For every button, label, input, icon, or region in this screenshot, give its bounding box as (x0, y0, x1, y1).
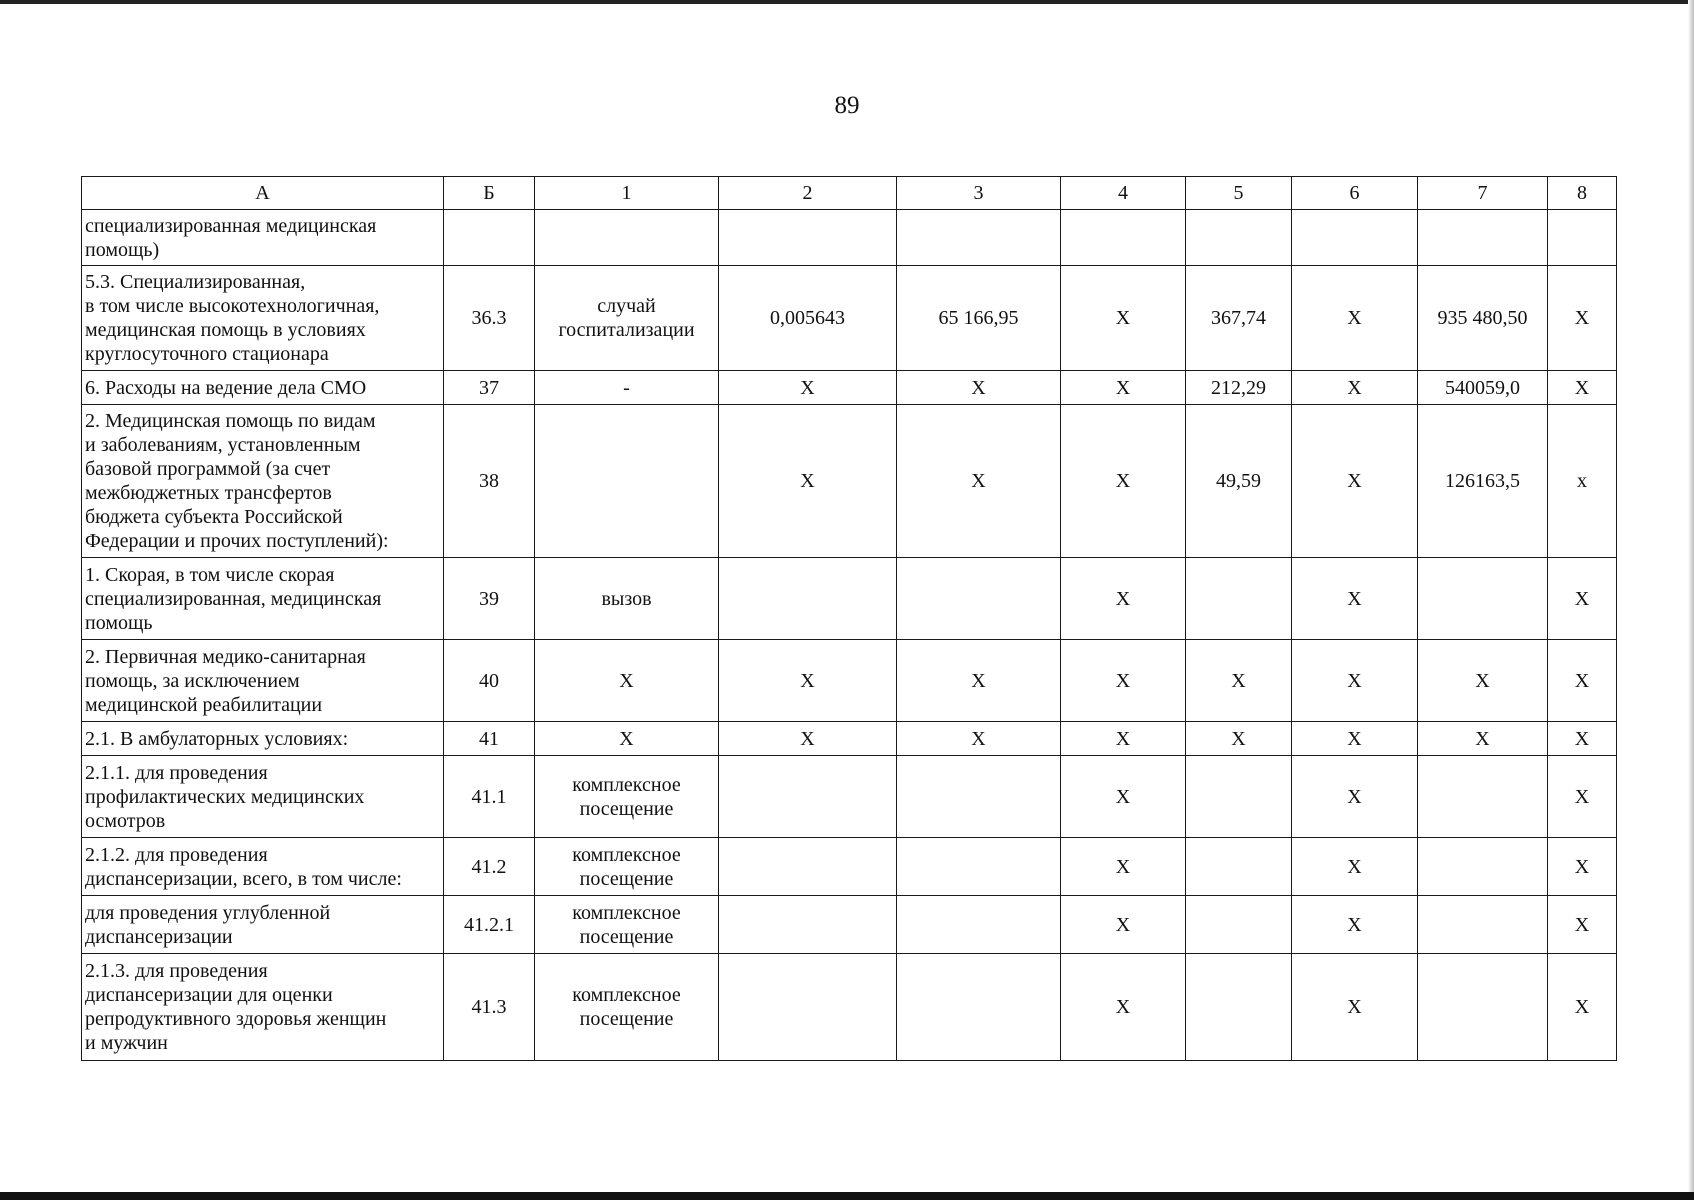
row-name-cell: 5.3. Специализированная, в том числе высокотехнологичная, медицинская помощь в условиях круглосуточного стационара (82, 266, 444, 371)
value-cell (719, 838, 897, 896)
row-code-cell: 41.2 (444, 838, 535, 896)
unit-cell: комплексное посещение (535, 896, 719, 954)
value-cell: X (1292, 371, 1418, 405)
row-code-cell: 41.3 (444, 954, 535, 1061)
value-cell: X (1061, 640, 1186, 722)
value-cell: X (719, 722, 897, 756)
row-name-cell: 2.1.3. для проведения диспансеризации для оценки репродуктивного здоровья женщин и мужчин (82, 954, 444, 1061)
table-row (82, 838, 1617, 896)
value-cell (1292, 210, 1418, 266)
data-table (81, 176, 1617, 1061)
row-name-cell: 2.1.2. для проведения диспансеризации, всего, в том числе: (82, 838, 444, 896)
value-cell: X (1061, 371, 1186, 405)
value-cell: X (1292, 266, 1418, 371)
column-header: 8 (1548, 177, 1617, 210)
table-row (82, 640, 1617, 722)
value-cell (1186, 756, 1292, 838)
value-cell: X (1548, 954, 1617, 1061)
value-cell: X (1061, 558, 1186, 640)
value-cell (1186, 838, 1292, 896)
value-cell: X (1061, 722, 1186, 756)
value-cell (1418, 558, 1548, 640)
value-cell: 126163,5 (1418, 405, 1548, 558)
value-cell: X (1548, 838, 1617, 896)
scan-right-edge (1688, 0, 1694, 1200)
value-cell: X (1548, 896, 1617, 954)
row-name-cell: специализированная медицинская помощь) (82, 210, 444, 266)
row-code-cell: 41.2.1 (444, 896, 535, 954)
value-cell: X (1548, 722, 1617, 756)
value-cell (897, 954, 1061, 1061)
unit-cell: случай госпитализации (535, 266, 719, 371)
row-code-cell: 40 (444, 640, 535, 722)
value-cell: X (1292, 896, 1418, 954)
scan-top-edge (0, 0, 1694, 4)
value-cell: X (1418, 640, 1548, 722)
value-cell: X (897, 405, 1061, 558)
value-cell: X (719, 371, 897, 405)
value-cell (1418, 756, 1548, 838)
table-row (82, 896, 1617, 954)
unit-cell: вызов (535, 558, 719, 640)
row-name-cell: 6. Расходы на ведение дела СМО (82, 371, 444, 405)
value-cell: X (1548, 371, 1617, 405)
scan-bottom-edge (0, 1192, 1694, 1200)
row-code-cell: 36.3 (444, 266, 535, 371)
value-cell: 0,005643 (719, 266, 897, 371)
value-cell: X (1061, 838, 1186, 896)
value-cell (1186, 896, 1292, 954)
value-cell (1186, 954, 1292, 1061)
value-cell: 367,74 (1186, 266, 1292, 371)
value-cell: X (897, 371, 1061, 405)
table-row (82, 210, 1617, 266)
value-cell (897, 838, 1061, 896)
value-cell: X (1061, 756, 1186, 838)
column-header: 6 (1292, 177, 1418, 210)
unit-cell: комплексное посещение (535, 756, 719, 838)
value-cell: X (1548, 266, 1617, 371)
value-cell (719, 756, 897, 838)
row-name-cell: 2.1. В амбулаторных условиях: (82, 722, 444, 756)
row-code-cell: 41.1 (444, 756, 535, 838)
column-header: 5 (1186, 177, 1292, 210)
value-cell: X (1548, 756, 1617, 838)
value-cell: X (1292, 640, 1418, 722)
row-code-cell (444, 210, 535, 266)
value-cell: X (1292, 558, 1418, 640)
value-cell: X (1186, 722, 1292, 756)
value-cell: 212,29 (1186, 371, 1292, 405)
row-code-cell: 39 (444, 558, 535, 640)
unit-cell: X (535, 722, 719, 756)
unit-cell: комплексное посещение (535, 838, 719, 896)
column-header: 2 (719, 177, 897, 210)
value-cell: X (719, 405, 897, 558)
value-cell: X (1548, 558, 1617, 640)
value-cell (1418, 838, 1548, 896)
column-header: 4 (1061, 177, 1186, 210)
value-cell (719, 954, 897, 1061)
value-cell: 540059,0 (1418, 371, 1548, 405)
value-cell (1186, 558, 1292, 640)
column-header: Б (444, 177, 535, 210)
value-cell: X (1061, 266, 1186, 371)
value-cell: X (1061, 405, 1186, 558)
table-row (82, 558, 1617, 640)
page-number: 89 (834, 92, 860, 119)
unit-cell (535, 405, 719, 558)
value-cell: X (1292, 838, 1418, 896)
value-cell (897, 756, 1061, 838)
value-cell (897, 558, 1061, 640)
unit-cell: комплексное посещение (535, 954, 719, 1061)
value-cell (1418, 954, 1548, 1061)
value-cell (1186, 210, 1292, 266)
value-cell (1061, 210, 1186, 266)
value-cell: X (1061, 954, 1186, 1061)
column-header: 3 (897, 177, 1061, 210)
value-cell: X (1292, 756, 1418, 838)
row-code-cell: 41 (444, 722, 535, 756)
table-row (82, 405, 1617, 558)
value-cell (719, 558, 897, 640)
row-name-cell: 1. Скорая, в том числе скорая специализированная, медицинская помощь (82, 558, 444, 640)
value-cell (719, 210, 897, 266)
row-code-cell: 38 (444, 405, 535, 558)
table-row (82, 756, 1617, 838)
value-cell: X (897, 722, 1061, 756)
row-name-cell: для проведения углубленной диспансеризации (82, 896, 444, 954)
value-cell: x (1548, 405, 1617, 558)
value-cell (1418, 896, 1548, 954)
table-row (82, 371, 1617, 405)
value-cell (1418, 210, 1548, 266)
value-cell: 935 480,50 (1418, 266, 1548, 371)
table-row (82, 954, 1617, 1061)
value-cell: X (1418, 722, 1548, 756)
value-cell: X (1292, 954, 1418, 1061)
column-header: 1 (535, 177, 719, 210)
unit-cell (535, 210, 719, 266)
value-cell: 49,59 (1186, 405, 1292, 558)
value-cell (719, 896, 897, 954)
value-cell (897, 896, 1061, 954)
row-name-cell: 2. Первичная медико-санитарная помощь, за исключением медицинской реабилитации (82, 640, 444, 722)
unit-cell: X (535, 640, 719, 722)
value-cell: X (897, 640, 1061, 722)
value-cell: 65 166,95 (897, 266, 1061, 371)
value-cell: X (719, 640, 897, 722)
row-name-cell: 2. Медицинская помощь по видам и заболеваниям, установленным базовой программой (за счет межбюджетных трансфертов бюджета субъекта Российской Федерации и прочих поступлений): (82, 405, 444, 558)
table-row (82, 722, 1617, 756)
value-cell: X (1186, 640, 1292, 722)
table-row (82, 266, 1617, 371)
column-header: А (82, 177, 444, 210)
value-cell (1548, 210, 1617, 266)
value-cell (897, 210, 1061, 266)
value-cell: X (1292, 405, 1418, 558)
value-cell: X (1548, 640, 1617, 722)
row-name-cell: 2.1.1. для проведения профилактических медицинских осмотров (82, 756, 444, 838)
value-cell: X (1292, 722, 1418, 756)
column-header: 7 (1418, 177, 1548, 210)
header-row (82, 177, 1617, 210)
value-cell: X (1061, 896, 1186, 954)
row-code-cell: 37 (444, 371, 535, 405)
unit-cell: - (535, 371, 719, 405)
